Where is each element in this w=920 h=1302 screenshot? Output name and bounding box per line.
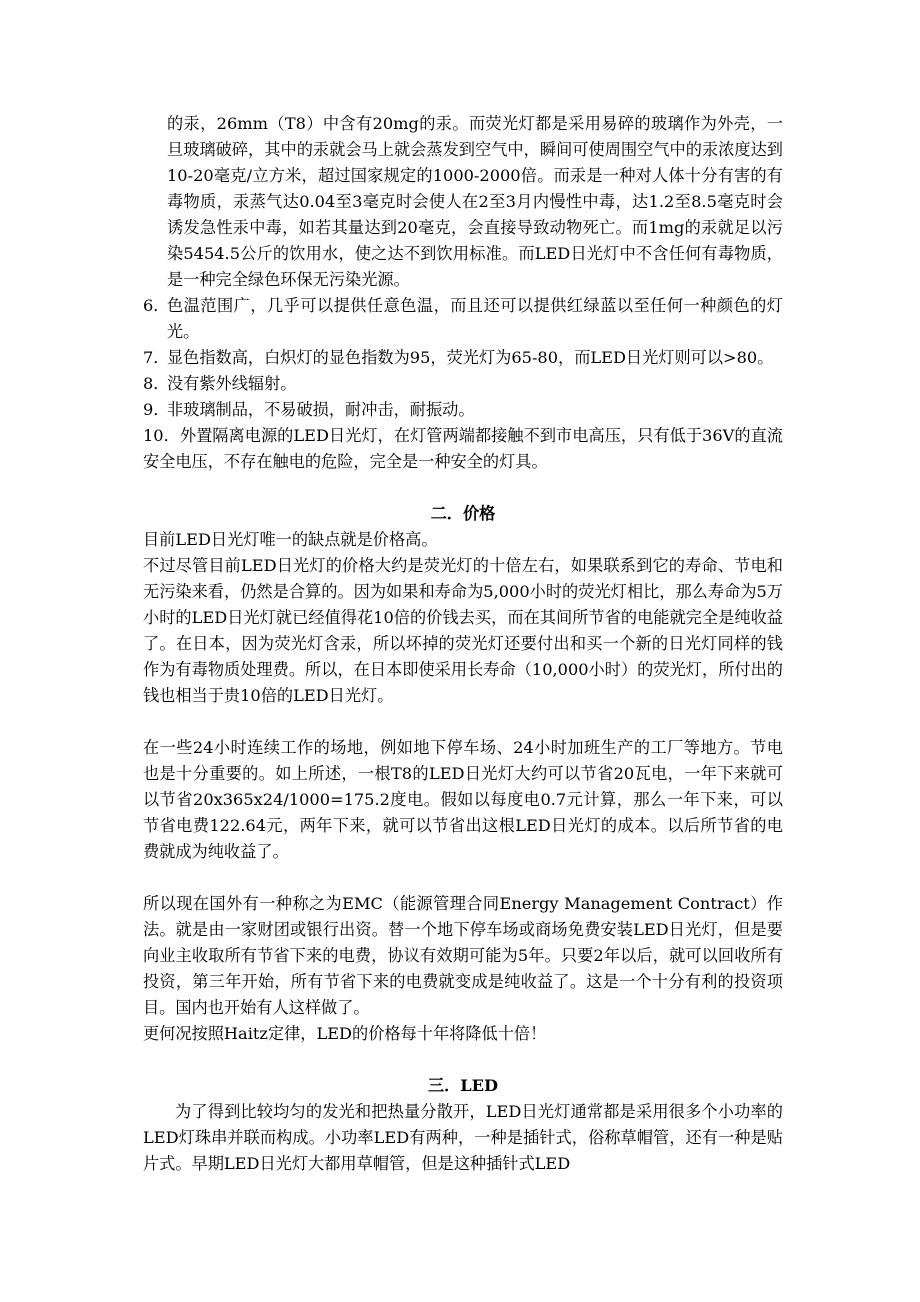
continuation-paragraph: 的汞，26mm（T8）中含有20mg的汞。而荧光灯都是采用易碎的玻璃作为外壳，一旦玻璃破碎，其中的汞就会马上就会蒸发到空气中，瞬间可使周围空气中的汞浓度达到10-20毫克/立方米，超过国家规定的1000-2000倍。而汞是一种对人体十分有害的有毒物质，汞蒸气达0.04至3毫克时会使人在2至3月内慢性中毒，达1.2至8.5毫克时会诱发急性汞中毒，如若其量达到20毫克，会直接导致动物死亡。而1mg的汞就足以污染5454.5公斤的饮用水，使之达不到饮用标准。而LED日光灯中不含任何有毒物质，是一种完全绿色环保无污染光源。 xyxy=(167,114,783,289)
list-item xyxy=(143,293,783,345)
paragraph: 不过尽管目前LED日光灯的价格大约是荧光灯的十倍左右，如果联系到它的寿命、节电和无污染来看，仍然是合算的。因为如果和寿命为5,000小时的荧光灯相比，那么寿命为5万小时的LED日光灯就已经值得花10倍的价钱去买，而在其间所节省的电能就完全是纯收益了。在日本，因为荧光灯含汞，所以坏掉的荧光灯还要付出和买一个新的日光灯同样的钱作为有毒物质处理费。所以，在日本即使采用长寿命（10,000小时）的荧光灯，所付出的钱也相当于贵10倍的LED日光灯。 xyxy=(143,556,783,705)
blank-line xyxy=(143,709,783,735)
section-heading-price: 二．价格 xyxy=(430,504,496,523)
paragraph: 所以现在国外有一种称之为EMC（能源管理合同Energy Management Contract）作法。就是由一家财团或银行出资。替一个地下停车场或商场免费安装LED日光灯，但是要向业主收取所有节省下来的电费，协议有效期可能为5年。只要2年以后，就可以回收所有投资，第三年开始，所有节省下来的电费就变成是纯收益了。这是一个十分有利的投资项目。国内也开始有人这样做了。 xyxy=(143,894,783,1017)
paragraph: 目前LED日光灯唯一的缺点就是价格高。 xyxy=(143,530,438,549)
list-item-text: 色温范围广，几乎可以提供任意色温，而且还可以提供红绿蓝以至任何一种颜色的灯光。 xyxy=(167,296,783,341)
list-item-number: 6． xyxy=(143,296,170,315)
list-item xyxy=(143,371,783,397)
section-heading-led: 三．LED xyxy=(427,1076,499,1095)
list-item xyxy=(143,423,783,475)
list-item-text: 非玻璃制品，不易破损，耐冲击，耐振动。 xyxy=(167,400,475,419)
list-item-number: 10． xyxy=(143,426,180,445)
list-item-number: 8． xyxy=(143,374,170,393)
list-item-text: 显色指数高，白炽灯的显色指数为95，荧光灯为65-80，而LED日光灯则可以>80。 xyxy=(167,348,774,367)
list-item xyxy=(143,345,783,371)
paragraph: 在一些24小时连续工作的场地，例如地下停车场、24小时加班生产的工厂等地方。节电也是十分重要的。如上所述，一根T8的LED日光灯大约可以节省20瓦电，一年下来就可以节省20x365x24/1000=175.2度电。假如以每度电0.7元计算，那么一年下来，可以节省电费122.64元，两年下来，就可以节省出这根LED日光灯的成本。以后所节省的电费就成为纯收益了。 xyxy=(143,738,783,861)
document-page xyxy=(143,111,783,1177)
list-item-text: 没有紫外线辐射。 xyxy=(167,374,297,393)
paragraph: 更何况按照Haitz定律，LED的价格每十年将降低十倍！ xyxy=(143,1024,547,1043)
list-item-text: 外置隔离电源的LED日光灯，在灯管两端都接触不到市电高压，只有低于36V的直流安全电压，不存在触电的危险，完全是一种安全的灯具。 xyxy=(143,426,783,471)
list-item-number: 9． xyxy=(143,400,170,419)
paragraph: 为了得到比较均匀的发光和把热量分散开，LED日光灯通常都是采用很多个小功率的LED灯珠串并联而构成。小功率LED有两种，一种是插针式，俗称草帽管，还有一种是贴片式。早期LED日光灯大都用草帽管，但是这种插针式LED xyxy=(143,1102,783,1173)
list-item xyxy=(143,397,783,423)
list-item-number: 7． xyxy=(143,348,170,367)
blank-line xyxy=(143,865,783,891)
feature-list xyxy=(143,293,783,475)
